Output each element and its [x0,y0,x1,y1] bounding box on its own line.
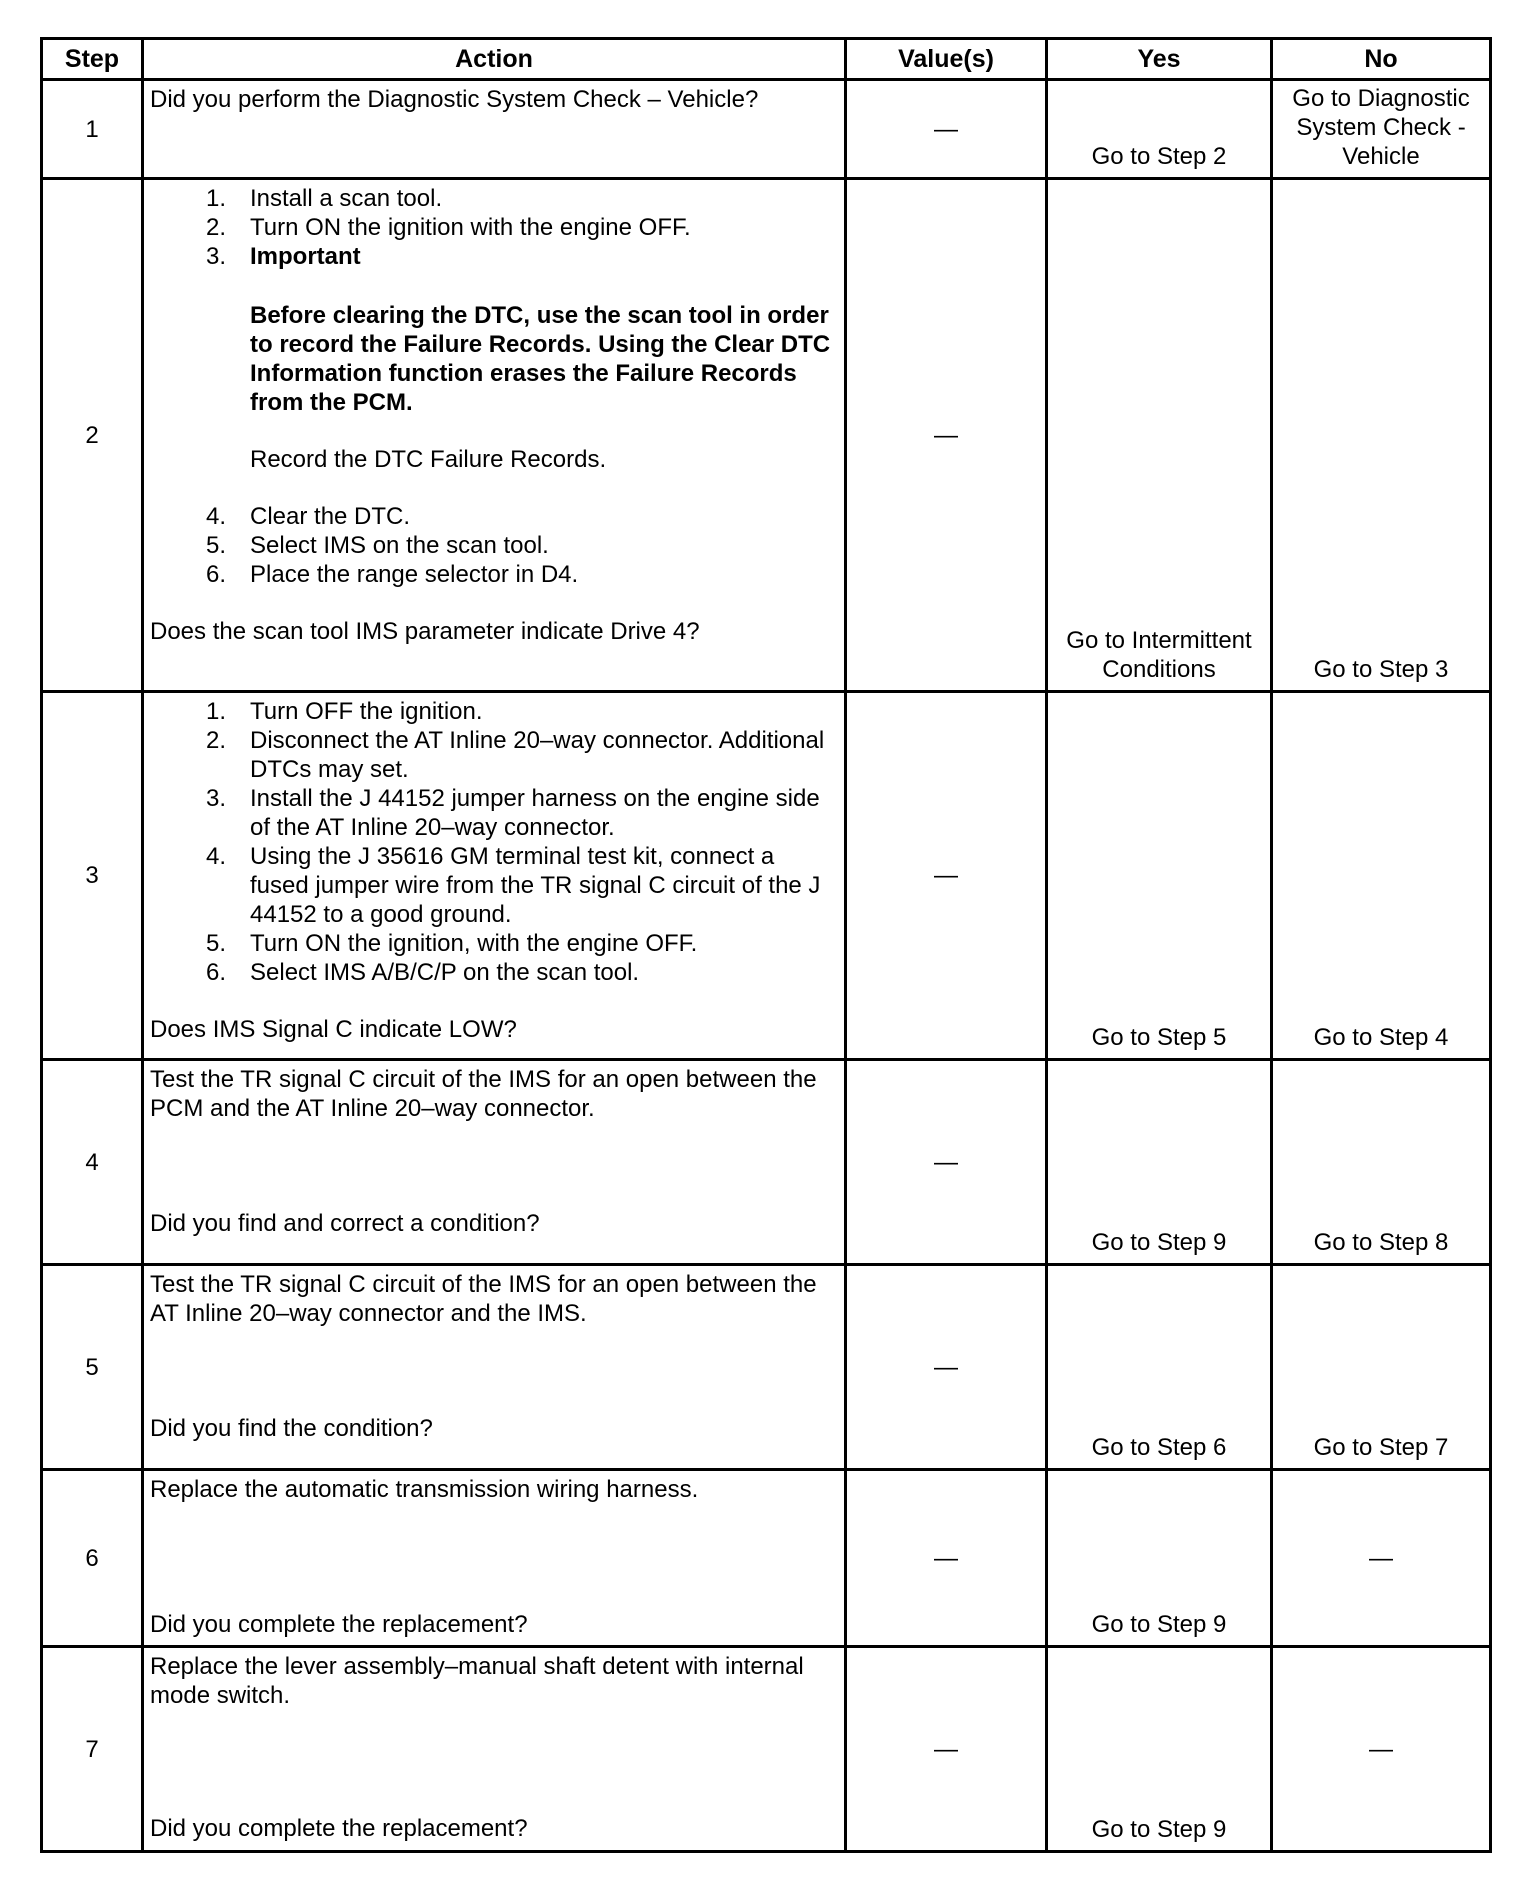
step-number: 5 [42,1265,143,1470]
value-cell: — [846,1470,1047,1647]
list-item: 3. Important Before clearing the DTC, use the scan tool in order to record the Failure Records. Using the Clear DTC Information function erases the Failure Records from the PCM. Record the DTC Failure Records. [198,242,836,474]
header-yes: Yes [1047,39,1272,80]
action-cell [143,1470,846,1647]
table-row-step-7 [42,1647,1491,1852]
list-item: 6. Select IMS A/B/C/P on the scan tool. [205,959,640,986]
action-question: Did you complete the replacement? [150,1611,528,1638]
no-cell: Go to Diagnostic System Check - Vehicle [1272,80,1491,179]
table-row-step-6 [42,1470,1491,1647]
table-header-row [42,39,1491,80]
yes-cell: Go to Intermittent Conditions [1047,179,1272,692]
procedure-list [150,184,836,589]
yes-cell: Go to Step 9 [1047,1470,1272,1647]
yes-cell: Go to Step 9 [1047,1060,1272,1265]
list-item: 5. Select IMS on the scan tool. [205,532,549,559]
step-number: 4 [42,1060,143,1265]
no-cell: — [1272,1647,1491,1852]
yes-cell: Go to Step 2 [1047,80,1272,179]
action-question: Did you find and correct a condition? [150,1210,540,1237]
action-cell [143,692,846,1060]
list-item: 6. Place the range selector in D4. [205,561,579,588]
no-cell: Go to Step 4 [1272,692,1491,1060]
action-question: Does the scan tool IMS parameter indicate Drive 4? [150,618,700,645]
value-cell: — [846,1060,1047,1265]
header-values: Value(s) [846,39,1047,80]
yes-cell: Go to Step 5 [1047,692,1272,1060]
action-cell [143,1060,846,1265]
no-cell: Go to Step 3 [1272,179,1491,692]
action-cell [143,179,846,692]
action-question: Does IMS Signal C indicate LOW? [150,1016,517,1043]
yes-cell: Go to Step 9 [1047,1647,1272,1852]
action-text: Test the TR signal C circuit of the IMS for an open between the AT Inline 20–way connector and the IMS. [150,1271,817,1327]
yes-cell: Go to Step 6 [1047,1265,1272,1470]
value-cell: — [846,80,1047,179]
action-question: Did you find the condition? [150,1415,433,1442]
action-text: Replace the automatic transmission wiring harness. [150,1476,699,1503]
value-cell: — [846,692,1047,1060]
value-cell: — [846,1265,1047,1470]
value-cell: — [846,179,1047,692]
list-item: 4. Using the J 35616 GM terminal test kit, connect a fused jumper wire from the TR signal C circuit of the J 44152 to a good ground. [205,843,821,928]
action-cell [143,1647,846,1852]
step-number: 7 [42,1647,143,1852]
step-number: 6 [42,1470,143,1647]
list-item: 5. Turn ON the ignition, with the engine OFF. [205,930,698,957]
step-number: 2 [42,179,143,692]
action-text: Replace the lever assembly–manual shaft detent with internal mode switch. [150,1653,804,1709]
action-question: Did you complete the replacement? [150,1815,528,1842]
list-item: 3. Install the J 44152 jumper harness on the engine side of the AT Inline 20–way connector. [205,785,820,841]
record-instruction: Record the DTC Failure Records. [250,446,607,473]
action-question: Did you perform the Diagnostic System Check – Vehicle? [150,86,759,113]
important-note: Before clearing the DTC, use the scan tool in order to record the Failure Records. Using the Clear DTC Information function erases the Failure Records from the PCM. [250,302,831,416]
header-step: Step [42,39,143,80]
step-number: 3 [42,692,143,1060]
no-cell: Go to Step 7 [1272,1265,1491,1470]
step-number: 1 [42,80,143,179]
table-row-step-5 [42,1265,1491,1470]
table-row-step-4 [42,1060,1491,1265]
value-cell: — [846,1647,1047,1852]
list-item: 1. Turn OFF the ignition. [205,698,483,725]
table-row-step-3 [42,692,1491,1060]
header-action: Action [143,39,846,80]
list-item: 2. Disconnect the AT Inline 20–way connector. Additional DTCs may set. [205,727,825,783]
list-item: 1. Install a scan tool. [205,185,443,212]
action-text: Test the TR signal C circuit of the IMS for an open between the PCM and the AT Inline 20–way connector. [150,1066,817,1122]
table-row-step-1 [42,80,1491,179]
list-item: 4. Clear the DTC. [205,503,411,530]
list-item: 2. Turn ON the ignition with the engine OFF. [205,214,691,241]
action-cell [143,80,846,179]
procedure-list [150,697,836,987]
no-cell: Go to Step 8 [1272,1060,1491,1265]
no-cell: — [1272,1470,1491,1647]
header-no: No [1272,39,1491,80]
diagnostic-table [40,37,1492,1853]
action-cell [143,1265,846,1470]
table-row-step-2 [42,179,1491,692]
